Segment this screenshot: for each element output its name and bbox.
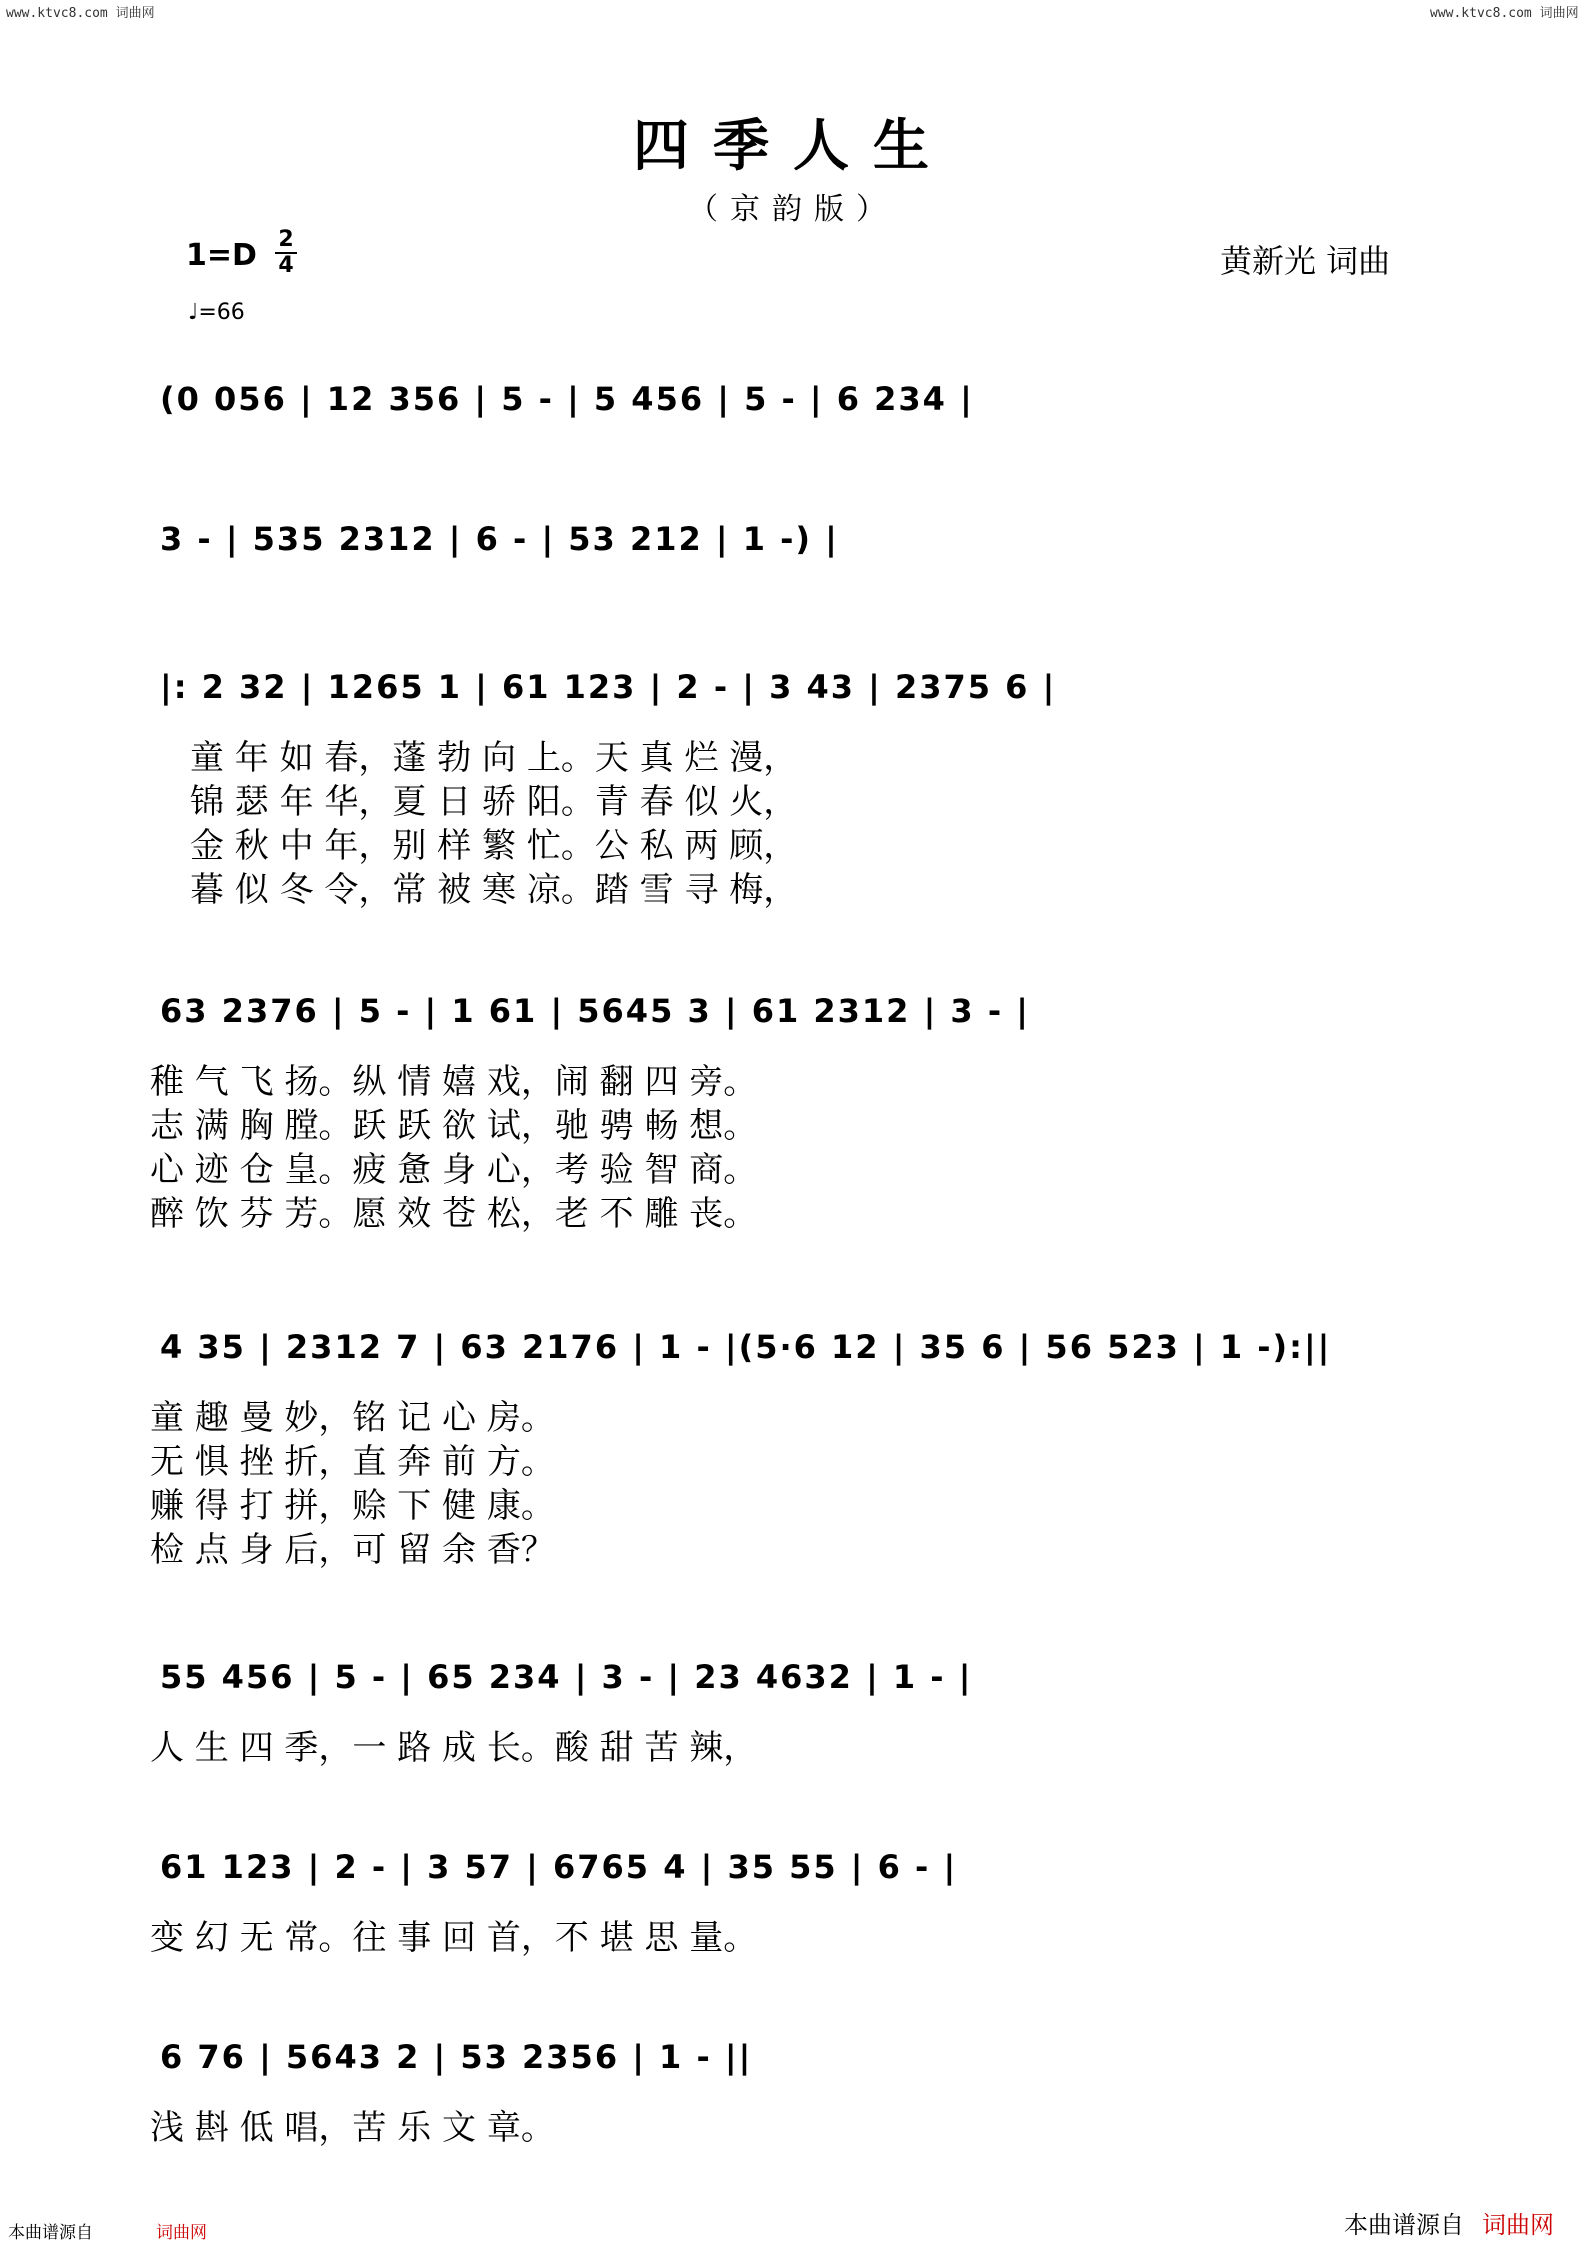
footer-left-text: 本曲谱源自 [8, 2223, 93, 2243]
lyric-verse-1: 浅 斟 低 唱，苦 乐 文 章。 [150, 2108, 555, 2148]
footer-source-link[interactable]: 词曲网 [1482, 2211, 1554, 2239]
lyric-verse-3: 金 秋 中 年，别 样 繁 忙。公 私 两 顾， [190, 826, 798, 866]
key-signature: 1=D [186, 238, 257, 273]
lyric-verse-4: 醉 饮 芬 芳。愿 效 苍 松，老 不 雕 丧。 [150, 1194, 758, 1234]
notation-line: (0 056 | 12 356 | 5 - | 5 456 | 5 - | 6 234 | [160, 380, 974, 418]
notation-line: 6 76 | 5643 2 | 53 2356 | 1 - || [160, 2038, 753, 2076]
lyric-verse-1: 稚 气 飞 扬。纵 情 嬉 戏，闹 翻 四 旁。 [150, 1062, 758, 1102]
song-title: 四季人生 [633, 113, 953, 179]
header-url-left[interactable]: www.ktvc8.com 词曲网 [6, 6, 155, 21]
notation-line: |: 2 32 | 1265 1 | 61 123 | 2 - | 3 43 | 2375 6 | [160, 668, 1057, 706]
composer-credit: 黄新光 词曲 [1220, 242, 1391, 280]
lyric-verse-2: 锦 瑟 年 华，夏 日 骄 阳。青 春 似 火， [190, 782, 798, 822]
lyric-verse-1: 童 年 如 春，蓬 勃 向 上。天 真 烂 漫， [190, 738, 798, 778]
lyric-verse-1: 人 生 四 季，一 路 成 长。酸 甜 苦 辣， [150, 1728, 758, 1768]
lyric-verse-1: 童 趣 曼 妙，铭 记 心 房。 [150, 1398, 555, 1438]
lyric-verse-3: 心 迹 仓 皇。疲 惫 身 心，考 验 智 商。 [150, 1150, 758, 1190]
time-signature [272, 228, 300, 278]
song-subtitle: （京韵版） [688, 192, 898, 227]
time-signature-bottom: 4 [278, 253, 294, 278]
header-url-right[interactable]: www.ktvc8.com 词曲网 [1430, 6, 1579, 21]
lyric-verse-1: 变 幻 无 常。往 事 回 首，不 堪 思 量。 [150, 1918, 758, 1958]
lyric-verse-4: 检 点 身 后，可 留 余 香？ [150, 1530, 555, 1570]
notation-line: 3 - | 535 2312 | 6 - | 53 212 | 1 -) | [160, 520, 839, 558]
time-signature-top: 2 [278, 227, 294, 252]
lyric-verse-2: 无 惧 挫 折，直 奔 前 方。 [150, 1442, 555, 1482]
tempo-mark: ♩=66 [188, 300, 245, 325]
lyric-verse-3: 赚 得 打 拼，赊 下 健 康。 [150, 1486, 555, 1526]
notation-line: 63 2376 | 5 - | 1 61 | 5645 3 | 61 2312 | 3 - | [160, 992, 1030, 1030]
footer-source-text: 本曲谱源自 [1344, 2211, 1464, 2239]
lyric-verse-2: 志 满 胸 膛。跃 跃 欲 试，驰 骋 畅 想。 [150, 1106, 758, 1146]
notation-line: 61 123 | 2 - | 3 57 | 6765 4 | 35 55 | 6 - | [160, 1848, 958, 1886]
lyric-verse-4: 暮 似 冬 令，常 被 寒 凉。踏 雪 寻 梅， [190, 870, 798, 910]
notation-line: 55 456 | 5 - | 65 234 | 3 - | 23 4632 | 1 - | [160, 1658, 973, 1696]
notation-line: 4 35 | 2312 7 | 63 2176 | 1 - |(5·6 12 | 35 6 | 56 523 | 1 -):|| [160, 1328, 1332, 1366]
footer-left-link[interactable]: 词曲网 [156, 2223, 207, 2243]
